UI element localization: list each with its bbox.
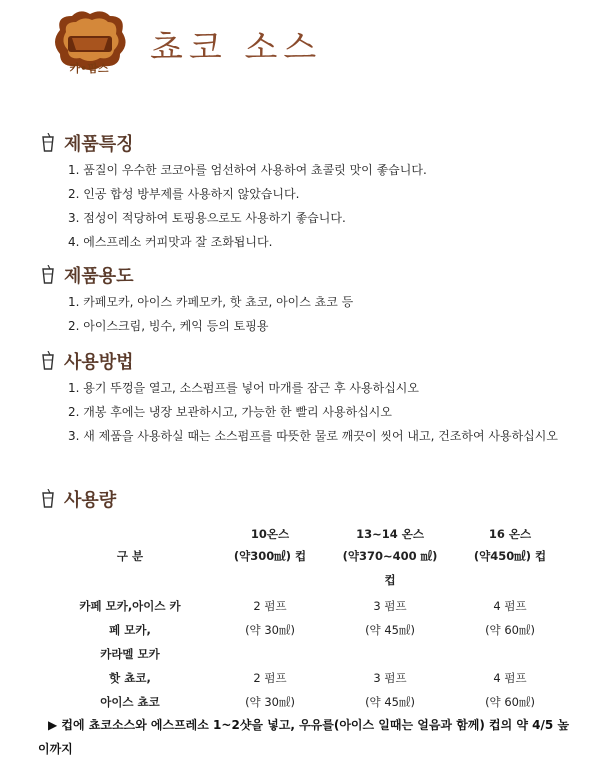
cup-icon <box>40 265 56 285</box>
table-header: 컵 <box>384 573 396 587</box>
list-item: 3. 점성이 적당하여 토핑용으로도 사용하기 좋습니다. <box>68 211 346 225</box>
section-heading-amount <box>40 486 116 512</box>
table-cell: 2 펌프 <box>253 671 287 685</box>
table-header-category: 구 분 <box>116 549 144 563</box>
table-header: (약370~400 ㎖) <box>342 549 438 563</box>
table-cell: 4 펌프 <box>493 671 527 685</box>
table-row-label: 페 모카, <box>109 623 151 637</box>
section-heading-usage <box>40 262 134 288</box>
table-cell: (약 45㎖) <box>365 695 415 709</box>
table-row-label: 카페 모카,아이스 카 <box>79 599 181 613</box>
table-cell: (약 60㎖) <box>485 695 535 709</box>
table-header: (약300㎖) 컵 <box>233 549 307 563</box>
cup-icon <box>40 133 56 153</box>
table-header: (약450㎖) 컵 <box>473 549 547 563</box>
list-item: 1. 품질이 우수한 코코아를 엄선하여 사용하여 쵸콜릿 맛이 좋습니다. <box>68 163 427 177</box>
table-row-label: 핫 쵸코, <box>109 671 151 685</box>
table-header: 16 온스 <box>488 527 532 541</box>
table-header: 13~14 온스 <box>356 527 424 541</box>
list-item: 2. 인공 합성 방부제를 사용하지 않았습니다. <box>68 187 300 201</box>
list-item: 3. 새 제품을 사용하실 때는 소스펌프를 따뜻한 물로 깨끗이 씻어 내고, 건조하여 사용하십시오 <box>68 429 558 443</box>
list-item: 1. 카페모카, 아이스 카페모카, 핫 쵸코, 아이스 쵸코 등 <box>68 295 354 309</box>
cup-icon <box>40 489 56 509</box>
table-cell: 3 펌프 <box>373 671 407 685</box>
table-cell: 4 펌프 <box>493 599 527 613</box>
brand-logo-text: 카•팜스 <box>69 62 109 75</box>
table-cell: (약 30㎖) <box>245 623 295 637</box>
table-cell: 3 펌프 <box>373 599 407 613</box>
list-item: 2. 개봉 후에는 냉장 보관하시고, 가능한 한 빨리 사용하십시오 <box>68 405 392 419</box>
section-title: 사용량 <box>64 490 117 511</box>
page-header <box>0 0 610 90</box>
section-heading-method <box>40 348 134 374</box>
cup-icon <box>40 351 56 371</box>
section-heading-features <box>40 130 134 156</box>
table-cell: 2 펌프 <box>253 599 287 613</box>
table-row-label: 카라멜 모카 <box>100 647 160 661</box>
section-title: 제품용도 <box>64 266 134 287</box>
list-item: 1. 용기 뚜껑을 열고, 소스펌프를 넣어 마개를 잠근 후 사용하십시오 <box>68 381 419 395</box>
table-row-label: 아이스 쵸코 <box>100 695 160 709</box>
table-cell: (약 45㎖) <box>365 623 415 637</box>
section-title: 제품특징 <box>64 134 134 155</box>
section-title: 사용방법 <box>64 352 134 373</box>
list-item: 4. 에스프레소 커피맛과 잘 조화됩니다. <box>68 235 273 249</box>
list-item: 2. 아이스크림, 빙수, 케익 등의 토핑용 <box>68 319 269 333</box>
table-cell: (약 30㎖) <box>245 695 295 709</box>
page-title: 쵸코 소스 <box>150 28 323 68</box>
table-header: 10온스 <box>250 527 290 541</box>
table-cell: (약 60㎖) <box>485 623 535 637</box>
usage-footnote: ▶ 컵에 쵸코소스와 에스프레소 1~2샷을 넣고, 우유를(아이스 일때는 얼음과 함께) 컵의 약 4/5 높이까지 <box>38 718 570 756</box>
